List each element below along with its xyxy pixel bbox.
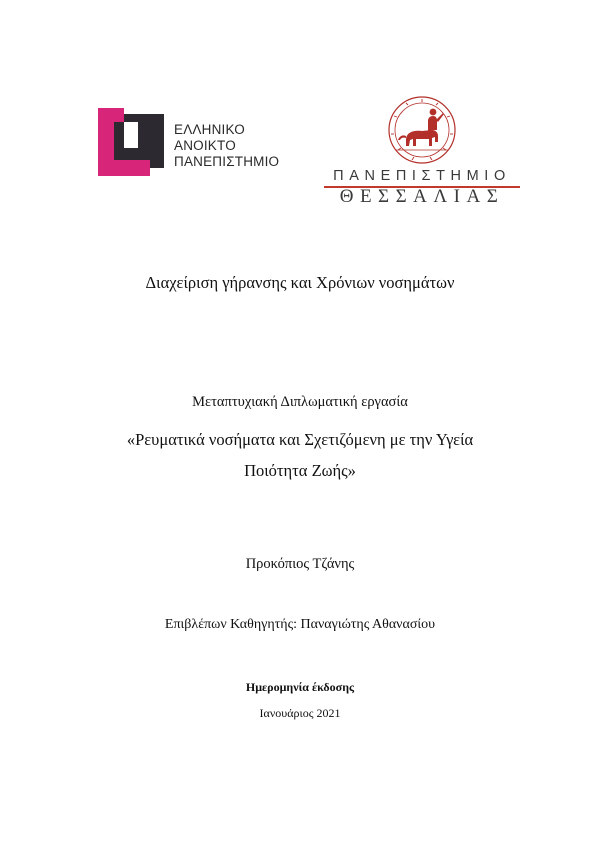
- publication-date-value: Ιανουάριος 2021: [259, 706, 341, 720]
- centaur-seal-icon: [380, 94, 464, 166]
- eap-logo: [98, 108, 288, 178]
- thesis-title-line-1: «Ρευματικά νοσήματα και Σχετιζόμενη με την Υγεία: [126, 430, 474, 449]
- uth-logo: [322, 94, 522, 209]
- thesis-title-line-2: Ποιότητα Ζωής»: [244, 461, 356, 480]
- author-name: Προκόπιος Τζάνης: [245, 556, 355, 572]
- uth-logo-line-1: ΠΑΝΕΠΙΣΤΗΜΙΟ: [333, 168, 511, 184]
- eap-logo-text: [174, 122, 279, 170]
- supervisor: Επιβλέπων Καθηγητής: Παναγιώτης Αθανασίου: [164, 617, 436, 632]
- program-name: Διαχείριση γήρανσης και Χρόνιων νοσημάτων: [145, 273, 455, 292]
- uth-logo-line-2: ΘΕΣΣΑΛΙΑΣ: [339, 186, 505, 207]
- eap-logo-line-1: ΕΛΛΗΝΙΚΟ: [174, 122, 245, 137]
- eap-logo-mark-icon: [98, 108, 168, 176]
- publication-date-label: Ημερομηνία έκδοσης: [245, 680, 355, 694]
- eap-logo-line-3: ΠΑΝΕΠΙΣΤΗΜΙΟ: [174, 154, 280, 169]
- thesis-type: Μεταπτυχιακή Διπλωματική εργασία: [192, 394, 408, 410]
- eap-logo-line-2: ΑΝΟΙΚΤΟ: [174, 138, 236, 153]
